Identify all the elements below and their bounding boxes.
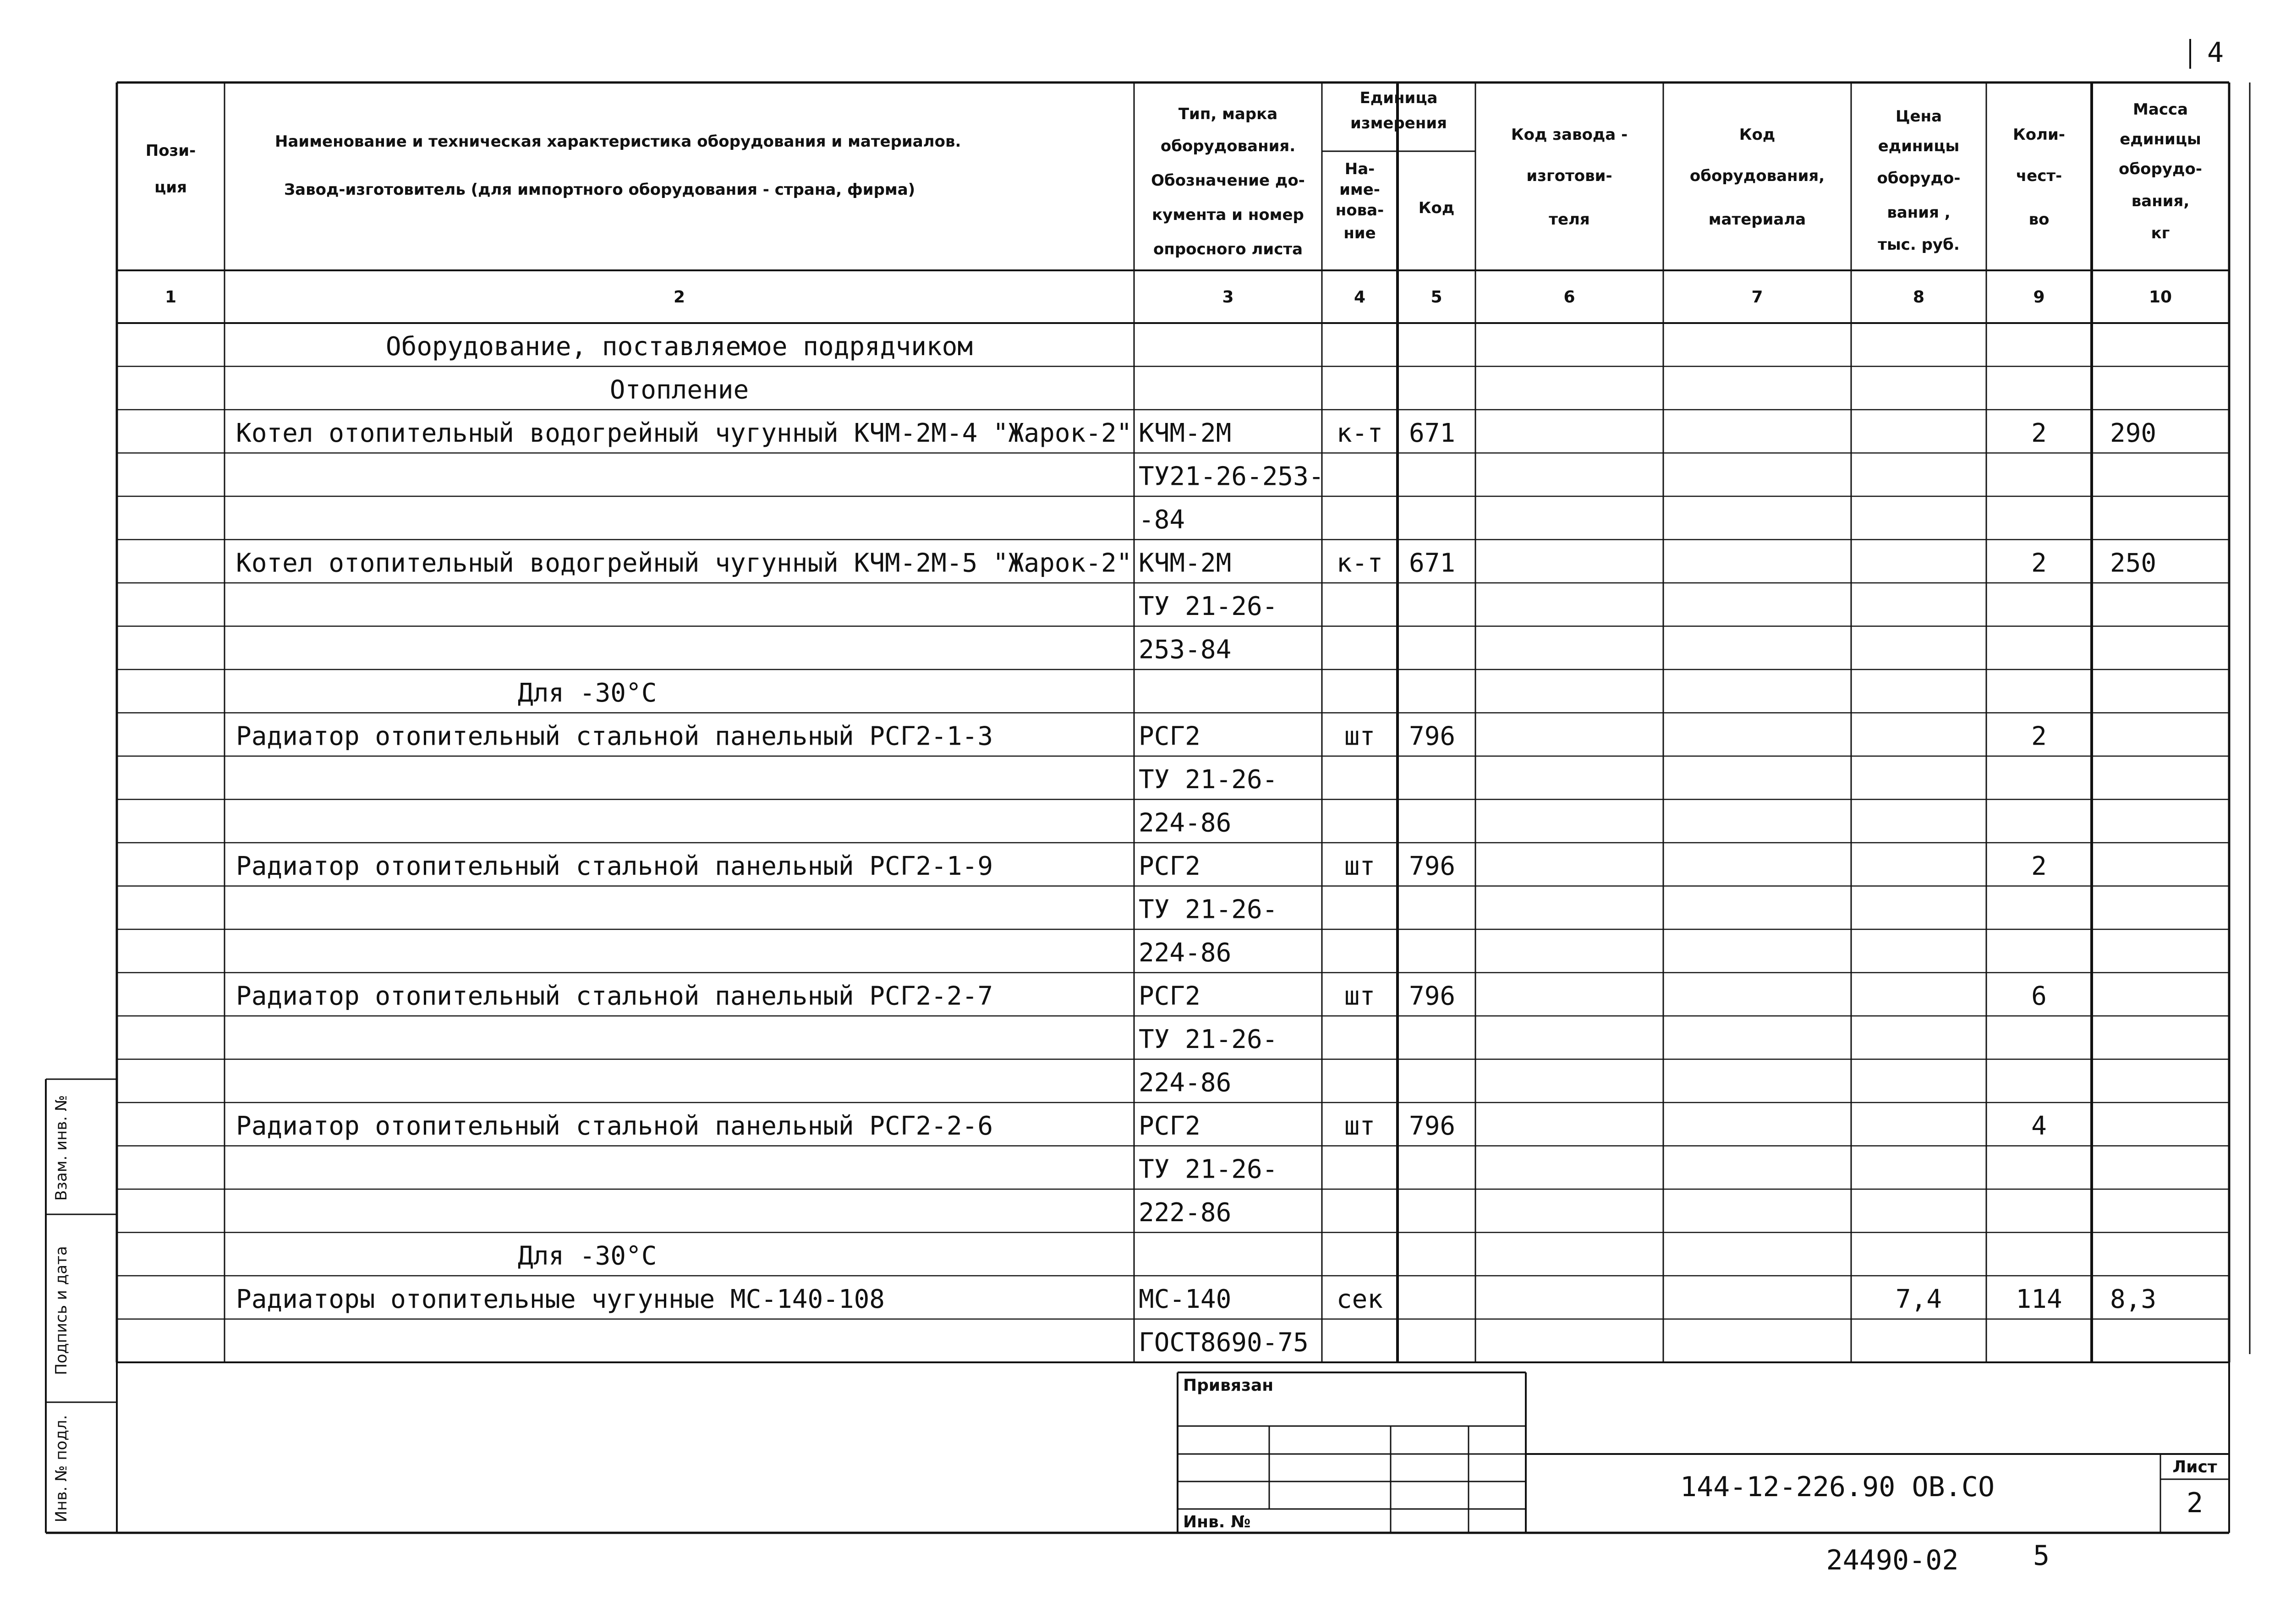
side-label-signature-date: Подпись и дата bbox=[52, 1246, 71, 1375]
row-unit-code: 796 bbox=[1409, 981, 1456, 1011]
row-unit: шт bbox=[1344, 981, 1376, 1011]
header-position: ция bbox=[154, 178, 187, 197]
header-name: Наименование и техническая характеристика оборудования и материалов. bbox=[275, 132, 961, 151]
header-unit-code: Код bbox=[1418, 199, 1455, 217]
row-unit: шт bbox=[1344, 851, 1376, 881]
header-position: Пози- bbox=[145, 142, 196, 160]
row-mass: 250 bbox=[2110, 548, 2157, 578]
header-mass: кг bbox=[2151, 224, 2170, 242]
row-price: 7,4 bbox=[1895, 1284, 1942, 1314]
row-type: РСГ2 bbox=[1139, 981, 1200, 1011]
table-text bbox=[52, 37, 2224, 1576]
row-type: ТУ 21-26- bbox=[1139, 894, 1278, 925]
header-unit-name: нова- bbox=[1335, 201, 1384, 219]
row-unit-code: 796 bbox=[1409, 721, 1456, 752]
header-quantity: чест- bbox=[2016, 167, 2062, 185]
row-unit-code: 796 bbox=[1409, 1111, 1456, 1141]
column-number: 7 bbox=[1751, 288, 1763, 307]
header-type: опросного листа bbox=[1153, 240, 1303, 258]
footer-page: 5 bbox=[2033, 1540, 2050, 1572]
row-name: Для -30°С bbox=[518, 1241, 657, 1271]
row-quantity: 4 bbox=[2031, 1111, 2047, 1141]
row-name: Радиатор отопительный стальной панельный РСГ2-2-7 bbox=[236, 981, 993, 1011]
header-unit-name: име- bbox=[1339, 181, 1380, 199]
column-number: 9 bbox=[2033, 288, 2045, 307]
header-factory-code: теля bbox=[1549, 210, 1590, 229]
header-equipment-code: Код bbox=[1739, 126, 1776, 144]
inventory-label: Инв. № bbox=[1183, 1513, 1251, 1531]
row-type: ТУ 21-26- bbox=[1139, 1025, 1278, 1054]
row-type: КЧМ-2М bbox=[1139, 418, 1232, 448]
corner-page-number: 4 bbox=[2207, 37, 2224, 69]
row-unit: шт bbox=[1344, 721, 1376, 752]
row-type: МС-140 bbox=[1139, 1284, 1232, 1314]
row-quantity: 2 bbox=[2031, 548, 2047, 578]
header-equipment-code: материала bbox=[1708, 210, 1806, 229]
sheet-label: Лист bbox=[2172, 1458, 2217, 1476]
row-name: Отопление bbox=[609, 375, 749, 405]
header-quantity: Коли- bbox=[2013, 126, 2065, 144]
header-unit-group: измерения bbox=[1350, 114, 1447, 132]
row-quantity: 2 bbox=[2031, 721, 2047, 752]
row-name: Радиатор отопительный стальной панельный РСГ2-1-9 bbox=[236, 851, 993, 881]
row-unit: сек bbox=[1336, 1284, 1383, 1314]
row-type: 253-84 bbox=[1139, 635, 1232, 665]
side-label-replaced-inv: Взам. инв. № bbox=[52, 1095, 71, 1201]
row-unit-code: 796 bbox=[1409, 851, 1456, 881]
row-type: РСГ2 bbox=[1139, 851, 1200, 881]
header-type: Тип, марка bbox=[1178, 105, 1278, 123]
row-type: 222-86 bbox=[1139, 1198, 1232, 1228]
header-equipment-code: оборудования, bbox=[1689, 167, 1825, 185]
header-factory-code: Код завода - bbox=[1511, 126, 1628, 144]
row-name: Оборудование, поставляемое подрядчиком bbox=[385, 332, 973, 362]
column-number: 2 bbox=[673, 288, 685, 307]
column-number: 4 bbox=[1354, 288, 1366, 307]
header-type: оборудования. bbox=[1160, 137, 1296, 155]
row-unit: шт bbox=[1344, 1111, 1376, 1141]
row-unit: к-т bbox=[1336, 418, 1383, 448]
row-name: Для -30°С bbox=[518, 678, 657, 708]
column-number: 8 bbox=[1913, 288, 1925, 307]
column-number: 5 bbox=[1431, 288, 1442, 307]
header-unit-group: Единица bbox=[1359, 89, 1438, 107]
row-unit-code: 671 bbox=[1409, 418, 1456, 448]
header-mass: оборудо- bbox=[2119, 160, 2202, 178]
row-name: Котел отопительный водогрейный чугунный КЧМ-2М-4 "Жарок-2" bbox=[236, 418, 1132, 448]
column-number: 6 bbox=[1563, 288, 1575, 307]
row-type: -84 bbox=[1139, 505, 1185, 535]
header-unit-name: ние bbox=[1343, 224, 1376, 242]
header-mass: Масса bbox=[2132, 100, 2188, 119]
column-number: 10 bbox=[2148, 288, 2172, 307]
row-quantity: 2 bbox=[2031, 418, 2047, 448]
row-mass: 8,3 bbox=[2110, 1284, 2157, 1314]
sheet-number: 2 bbox=[2186, 1487, 2203, 1519]
row-quantity: 6 bbox=[2031, 981, 2047, 1011]
header-name: Завод-изготовитель (для импортного оборудования - страна, фирма) bbox=[284, 181, 915, 199]
column-number: 1 bbox=[164, 288, 177, 307]
header-type: кумента и номер bbox=[1152, 206, 1304, 224]
row-type: КЧМ-2М bbox=[1139, 548, 1232, 578]
footer-code: 24490-02 bbox=[1826, 1544, 1959, 1576]
column-number: 3 bbox=[1222, 288, 1234, 307]
row-type: ГОСТ8690-75 bbox=[1139, 1328, 1309, 1358]
bound-label: Привязан bbox=[1183, 1376, 1274, 1395]
header-factory-code: изготови- bbox=[1526, 167, 1612, 185]
row-name: Радиаторы отопительные чугунные МС-140-108 bbox=[236, 1284, 885, 1314]
row-type: ТУ 21-26- bbox=[1139, 1154, 1278, 1185]
row-type: РСГ2 bbox=[1139, 1111, 1200, 1141]
row-mass: 290 bbox=[2110, 418, 2157, 448]
row-name: Радиатор отопительный стальной панельный РСГ2-1-3 bbox=[236, 721, 993, 752]
header-type: Обозначение до- bbox=[1151, 171, 1305, 190]
header-unit-name: На- bbox=[1344, 160, 1375, 178]
row-name: Радиатор отопительный стальной панельный РСГ2-2-6 bbox=[236, 1111, 993, 1141]
row-unit-code: 671 bbox=[1409, 548, 1456, 578]
row-type: 224-86 bbox=[1139, 808, 1232, 838]
header-mass: вания, bbox=[2131, 192, 2190, 210]
header-price: единицы bbox=[1878, 137, 1960, 155]
row-type: ТУ 21-26- bbox=[1139, 765, 1278, 795]
row-type: РСГ2 bbox=[1139, 721, 1200, 752]
row-quantity: 114 bbox=[2016, 1284, 2062, 1314]
row-type: ТУ 21-26- bbox=[1139, 592, 1278, 621]
row-quantity: 2 bbox=[2031, 851, 2047, 881]
row-type: 224-86 bbox=[1139, 1068, 1232, 1098]
row-type: 224-86 bbox=[1139, 938, 1232, 968]
side-label-orig-inv: Инв. № подл. bbox=[52, 1415, 71, 1523]
document-code: 144-12-226.90 ОВ.СО bbox=[1680, 1471, 1995, 1503]
header-price: оборудо- bbox=[1877, 169, 1961, 187]
header-price: тыс. руб. bbox=[1878, 236, 1960, 254]
header-mass: единицы bbox=[2120, 130, 2201, 148]
header-quantity: во bbox=[2028, 210, 2050, 229]
row-name: Котел отопительный водогрейный чугунный КЧМ-2М-5 "Жарок-2" bbox=[236, 548, 1132, 578]
header-price: Цена bbox=[1895, 107, 1942, 126]
header-price: вания , bbox=[1887, 203, 1951, 222]
row-type: ТУ21-26-253- bbox=[1139, 461, 1324, 492]
row-unit: к-т bbox=[1336, 548, 1383, 578]
